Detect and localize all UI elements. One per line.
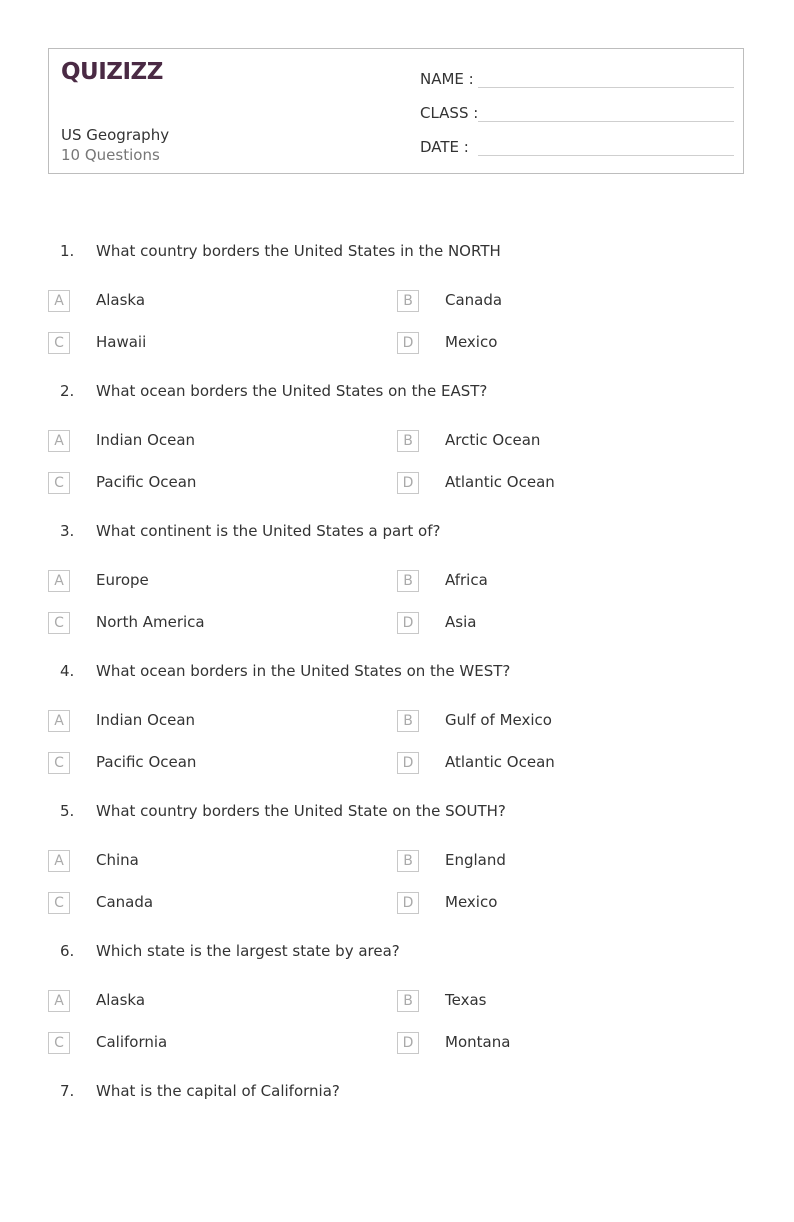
worksheet-header — [48, 48, 744, 174]
question-number: 6. — [60, 942, 75, 960]
question-text: What is the capital of California? — [96, 1082, 340, 1100]
option-text: Asia — [445, 613, 477, 631]
question-text: What country borders the United State on the SOUTH? — [96, 802, 506, 820]
question-item — [0, 382, 794, 522]
option-letter-box[interactable]: C — [48, 332, 70, 354]
class-field[interactable] — [420, 100, 734, 124]
question-item — [0, 242, 794, 382]
date-label: DATE : — [420, 138, 469, 156]
question-number: 3. — [60, 522, 75, 540]
date-field[interactable] — [420, 134, 734, 158]
question-text: Which state is the largest state by area? — [96, 942, 400, 960]
option-letter-box[interactable]: D — [397, 892, 419, 914]
option-letter-box[interactable]: D — [397, 1032, 419, 1054]
option-text: Arctic Ocean — [445, 431, 541, 449]
option-text: Mexico — [445, 333, 498, 351]
question-text: What country borders the United States in the NORTH — [96, 242, 501, 260]
option-letter-box[interactable]: D — [397, 612, 419, 634]
question-text: What ocean borders the United States on the EAST? — [96, 382, 488, 400]
option-text: Indian Ocean — [96, 711, 196, 729]
quiz-title: US Geography — [61, 126, 170, 144]
question-number: 1. — [60, 242, 75, 260]
class-label: CLASS : — [420, 104, 479, 122]
option-text: Mexico — [445, 893, 498, 911]
option-text: North America — [96, 613, 205, 631]
option-letter-box[interactable]: A — [48, 290, 70, 312]
quizizz-logo: QUIZIZZ — [61, 59, 163, 85]
option-text: Africa — [445, 571, 488, 589]
option-text: Texas — [445, 991, 487, 1009]
option-text: Atlantic Ocean — [445, 753, 555, 771]
option-text: Hawaii — [96, 333, 147, 351]
option-text: Pacific Ocean — [96, 473, 197, 491]
option-text: California — [96, 1033, 168, 1051]
option-text: Europe — [96, 571, 149, 589]
name-line[interactable] — [478, 87, 734, 88]
option-text: Indian Ocean — [96, 431, 196, 449]
option-letter-box[interactable]: C — [48, 752, 70, 774]
name-field[interactable] — [420, 66, 734, 90]
option-letter-box[interactable]: B — [397, 570, 419, 592]
question-text: What continent is the United States a part of? — [96, 522, 441, 540]
name-label: NAME : — [420, 70, 474, 88]
option-letter-box[interactable]: C — [48, 472, 70, 494]
option-letter-box[interactable]: A — [48, 990, 70, 1012]
option-letter-box[interactable]: A — [48, 430, 70, 452]
option-text: China — [96, 851, 139, 869]
option-text: Canada — [445, 291, 503, 309]
option-letter-box[interactable]: B — [397, 430, 419, 452]
option-text: Montana — [445, 1033, 511, 1051]
option-letter-box[interactable]: D — [397, 752, 419, 774]
option-letter-box[interactable]: D — [397, 332, 419, 354]
question-number: 7. — [60, 1082, 75, 1100]
option-letter-box[interactable]: C — [48, 1032, 70, 1054]
option-text: Atlantic Ocean — [445, 473, 555, 491]
option-letter-box[interactable]: A — [48, 850, 70, 872]
option-letter-box[interactable]: B — [397, 850, 419, 872]
option-letter-box[interactable]: D — [397, 472, 419, 494]
option-letter-box[interactable]: B — [397, 710, 419, 732]
question-count: 10 Questions — [61, 146, 160, 164]
question-item — [0, 942, 794, 1082]
option-letter-box[interactable]: B — [397, 990, 419, 1012]
date-line[interactable] — [478, 155, 734, 156]
question-item — [0, 522, 794, 662]
option-letter-box[interactable]: A — [48, 570, 70, 592]
option-text: England — [445, 851, 506, 869]
question-item — [0, 662, 794, 802]
option-letter-box[interactable]: A — [48, 710, 70, 732]
option-text: Alaska — [96, 291, 146, 309]
question-text: What ocean borders in the United States on the WEST? — [96, 662, 511, 680]
option-letter-box[interactable]: C — [48, 612, 70, 634]
option-text: Pacific Ocean — [96, 753, 197, 771]
option-text: Alaska — [96, 991, 146, 1009]
class-line[interactable] — [478, 121, 734, 122]
option-letter-box[interactable]: B — [397, 290, 419, 312]
question-item — [0, 1082, 794, 1222]
option-text: Gulf of Mexico — [445, 711, 552, 729]
question-item — [0, 802, 794, 942]
question-number: 2. — [60, 382, 75, 400]
question-number: 5. — [60, 802, 75, 820]
option-letter-box[interactable]: C — [48, 892, 70, 914]
option-text: Canada — [96, 893, 154, 911]
question-number: 4. — [60, 662, 75, 680]
